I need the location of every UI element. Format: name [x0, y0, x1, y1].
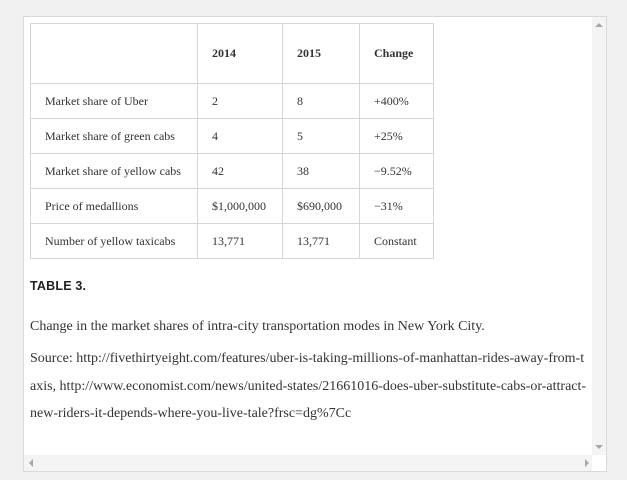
table-header-cell: 2014 — [198, 24, 283, 84]
table-row — [31, 154, 434, 189]
table-row — [31, 224, 434, 259]
table-cell: −9.52% — [360, 154, 434, 189]
table-cell: $690,000 — [283, 189, 360, 224]
table-header-cell — [31, 24, 198, 84]
scrollbar-corner — [592, 455, 606, 471]
table-cell: Number of yellow taxicabs — [31, 224, 198, 259]
table-row — [31, 119, 434, 154]
table-caption-title: TABLE 3. — [30, 279, 87, 293]
table-caption-source: Source: http://fivethirtyeight.com/features/uber-is-taking-millions-of-manhattan-rides-away-from-taxis, http://www.economist.com/news/united-states/21661016-does-uber-substitute-cabs-or-attract-new-riders-it-depends-where-you-live-tale?frsc=dg%7Cc — [30, 351, 587, 421]
table-cell: 4 — [198, 119, 283, 154]
table-cell: $1,000,000 — [198, 189, 283, 224]
table-cell: +25% — [360, 119, 434, 154]
scroll-up-arrow-icon[interactable] — [595, 23, 603, 27]
table-cell: −31% — [360, 189, 434, 224]
table-header-row — [31, 24, 434, 84]
scroll-left-arrow-icon[interactable] — [29, 459, 33, 467]
table-figure-panel — [23, 16, 607, 472]
vertical-scrollbar[interactable] — [592, 17, 606, 455]
table-header-cell: 2015 — [283, 24, 360, 84]
table-cell: +400% — [360, 84, 434, 119]
table-cell: 5 — [283, 119, 360, 154]
table-cell: Price of medallions — [31, 189, 198, 224]
data-table — [30, 23, 434, 259]
table-cell: 42 — [198, 154, 283, 189]
table-caption-description: Change in the market shares of intra-city transportation modes in New York City. — [30, 319, 485, 334]
table-cell: Constant — [360, 224, 434, 259]
table-cell: 8 — [283, 84, 360, 119]
table-header-cell: Change — [360, 24, 434, 84]
table-cell: Market share of Uber — [31, 84, 198, 119]
horizontal-scrollbar[interactable] — [24, 455, 594, 471]
scroll-down-arrow-icon[interactable] — [595, 445, 603, 449]
table-row — [31, 189, 434, 224]
table-cell: Market share of yellow cabs — [31, 154, 198, 189]
scroll-right-arrow-icon[interactable] — [585, 459, 589, 467]
table-row — [31, 84, 434, 119]
table-cell: 2 — [198, 84, 283, 119]
table-cell: 13,771 — [283, 224, 360, 259]
table-cell: 13,771 — [198, 224, 283, 259]
table-cell: Market share of green cabs — [31, 119, 198, 154]
scroll-content — [24, 17, 594, 455]
table-cell: 38 — [283, 154, 360, 189]
